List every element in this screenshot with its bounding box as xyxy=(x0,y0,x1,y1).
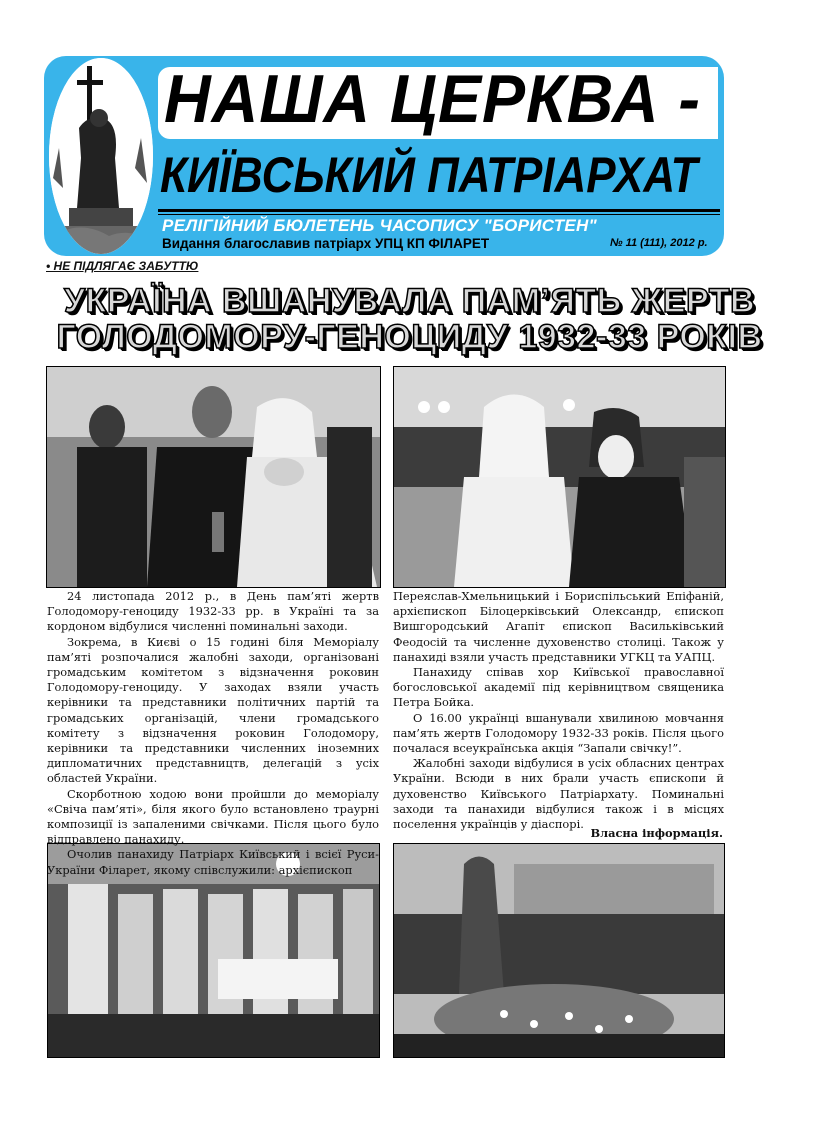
headline-line1: УКРАЇНА ВШАНУВАЛА ПАМ’ЯТЬ ЖЕРТВ xyxy=(63,282,756,320)
blessing-line: Видання благославив патріарх УПЦ КП ФІЛАРЕТ xyxy=(162,236,490,251)
newspaper-title: НАША ЦЕРКВА - xyxy=(164,61,701,137)
article-paragraph: О 16.00 українці вшанували хвилиною мовчання пам’ять жертв Голодомору 1932-33 років. Після цього почалася всеукраїнська акція “Запали свічку!”. xyxy=(393,710,724,756)
newspaper-title-line2: КИЇВСЬКИЙ ПАТРІАРХАТ xyxy=(160,147,698,203)
photo-candle-memorial xyxy=(393,843,725,1058)
monument-icon xyxy=(49,58,153,254)
article-paragraph: Очолив панахиду Патріарх Київський і всієї Руси-України Філарет, якому співслужили: архієпископ xyxy=(47,847,379,877)
headline-line2: ГОЛОДОМОРУ-ГЕНОЦИДУ 1932-33 РОКІВ xyxy=(56,318,763,356)
article-paragraph: Скорботною ходою вони пройшли до меморіалу «Свіча пам’яті», біля якого було встановлено траурні композиції із запаленими свічками. Після цього було відправлено панахиду. xyxy=(47,786,379,847)
bulletin-subtitle: РЕЛІГІЙНИЙ БЮЛЕТЕНЬ ЧАСОПИСУ "БОРИСТЕН" xyxy=(162,216,597,235)
photo-patriarch-greeting xyxy=(46,366,381,588)
article-paragraph: Панахиду співав хор Київської православної богословської академії під керівництвом священика Петра Бойка. xyxy=(393,665,724,710)
article-column-left xyxy=(47,589,379,878)
section-rubric: • НЕ ПІДЛЯГАЄ ЗАБУТТЮ xyxy=(46,259,199,273)
article-paragraph: 24 листопада 2012 р., в День пам’яті жертв Голодомору-геноциду 1932-33 рр. в Україні та за кордоном відбулися численні поминальні заходи. xyxy=(47,589,379,634)
masthead-rule xyxy=(158,209,720,212)
article-paragraph: Жалобні заходи відбулися в усіх обласних центрах України. Всюди в них брали участь єпископи й духовенство Київського Патріархату. Поминальні заходи та панахиди відбулися також і в місцях поселення українців у діаспорі. xyxy=(393,756,724,832)
article-column-right xyxy=(393,589,724,832)
monument-logo xyxy=(49,58,153,254)
article-signature: Власна інформація. xyxy=(590,826,723,840)
photo-patriarch-clergy xyxy=(393,366,726,588)
issue-number: № 11 (111), 2012 р. xyxy=(610,237,708,249)
article-paragraph: Переяслав-Хмельницький і Бориспільський Епіфаній, архієпископ Білоцерківський Олександр, єпископ Вишгородський Агапіт єпископ Васильківський Феодосій та численне духовенство столиці. Також у панахиді взяли участь представники УГКЦ та УАПЦ. xyxy=(393,589,724,664)
masthead-rule-thin xyxy=(158,214,720,215)
article-paragraph: Зокрема, в Києві о 15 годині біля Меморіалу пам’яті розпочалися жалобні заходи, організовані громадським комітетом з відзначення роковин Голодомору-геноциду. У заходах взяли участь керівники та представники політичних партій та громадських організацій, члени громадського комітету з відзначення роковин Голодомору, керівники та представники численних іноземних дипломатичних представництв, делегацій з усіх областей України. xyxy=(47,634,379,786)
